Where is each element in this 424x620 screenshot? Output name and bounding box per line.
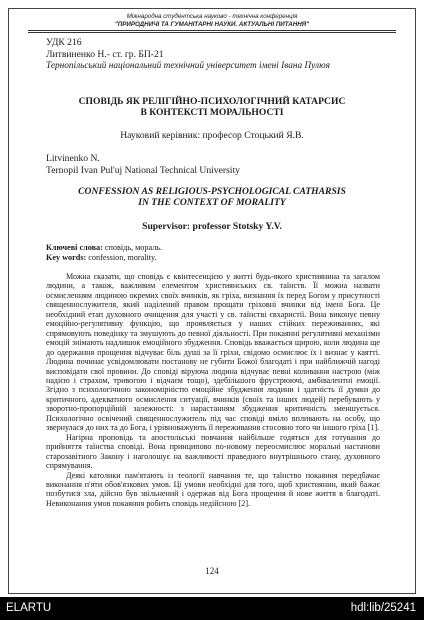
- paragraph-1: Можна сказати, що сповідь є квінтесенцією у житті будь-якого християнина та загалом людини, а також, важливим елементом християнських св. таїнств. Її можна назвати осмисленням людиною окремих своїх вчинків, як гріха, визнання їх перед Богом у присутності священнослужителя, який наділений правом прощати гріховні вчинки від імені Бога. Це необхідний етап духовного очищення для участі у св. таїнстві євхаристії. Вона виконує певну емоційно-регулятивну функцію, що проявляється у наших стійких переживаннях, які спрямовують поведінку та змушують до певної діяльності. При покаянні регулятивні механізми емоцій знімають надлишок емоційного збудження. Сповідь вважається щирою, коли людина ще до одержання прощення відчуває біль душі за її гріхи, свідомо осмислює їх і визнає у каятті. Людина починає усвідомлювати постанову не губити Божої благодаті і при найближчій нагоді висповідати свої провини. До сповіді віруюча людина відчуває певні коливання настрою (між надією і страхом, тривогою і відчаєм тощо), здебільшого фрустрюючі, амбівалентні емоції. Згідно з психологічною закономірністю емоційне збудження людини і здатність її думки до критичного, адекватного осмислення ситуації, вчинків (своїх та інших людей) перебувають у зворотно-пропорційній залежності: з нарастанням збудження критичність зменшується. Психологічно освічений священнослужитель під час сповіді вміло впливають на особу, що звернулася до них та до Бога, і урівноважують її переживання стосовно того чи іншого гріха [1].: [46, 272, 380, 433]
- title-en-line2: IN THE CONTEXT OF MORALITY: [138, 197, 286, 208]
- keywords-en: [46, 253, 157, 263]
- footer-repository-name[interactable]: ELARTU: [6, 602, 52, 614]
- keywords-ua: [46, 243, 162, 253]
- author-ua: Литвиненко Н.- ст. гр. БП-21: [46, 49, 164, 60]
- supervisor-en: Supervisor: professor Stotsky Y.V.: [142, 221, 282, 232]
- keywords-ua-text: сповідь, мораль.: [104, 243, 163, 252]
- paragraph-2: Нагірна проповідь та апостольські повчання найбільше годяться для готування до прийняття таїнства сповіді. Вона принципово по-новому переосмислює моральні настанови старозавітного Закону і наголошує на важливості праведного внутрішнього стану, духовного спрямування.: [46, 432, 380, 471]
- keywords-en-text: confession, morality.: [88, 253, 157, 262]
- article-body: [46, 272, 380, 508]
- keywords-ua-label: Ключеві слова:: [46, 243, 103, 252]
- author-en: Litvinenko N.: [46, 153, 100, 164]
- title-ua-line2: В КОНТЕКСТІ МОРАЛЬНОСТІ: [140, 107, 284, 118]
- supervisor-ua: Науковий керівник: професор Стоцький Я.В.: [120, 130, 304, 141]
- udc-code: УДК 216: [46, 37, 82, 48]
- repository-footer: [0, 597, 424, 620]
- keywords-en-label: Key words:: [46, 253, 87, 262]
- header-rule: [28, 30, 396, 31]
- conference-header-line1: Міжнародна студентська науково - технічна конференція: [126, 13, 298, 20]
- affiliation-en: Ternopil Ivan Pul'uj National Technical University: [46, 165, 240, 176]
- paragraph-3: Деякі католики пам'ятають із теології навчання те, що таїнство покаяння передбачає виконання п'яти обов'язкових умов. Ці умови необхідні для того, щоб християнин, який бажає позбутися зла, дійсно був звільнений і одержав від Бога прощення й нове життя в благодаті. Невиконання умов покаяння робить сповідь недійсною [2].: [46, 470, 380, 508]
- affiliation-ua: Тернопільський національний технічний університет імені Івана Пулюя: [46, 61, 330, 71]
- title-en-line1: CONFESSION AS RELIGIOUS-PSYCHOLOGICAL CATHARSIS: [78, 186, 346, 197]
- conference-header-line2: "ПРИРОДНИЧІ ТА ГУМАНІТАРНІ НАУКИ. АКТУАЛЬНІ ПИТАННЯ": [114, 20, 310, 28]
- header-rule-second: [28, 32, 396, 33]
- footer-handle-link[interactable]: hdl:lib/25241: [350, 602, 416, 614]
- title-ua-line1: СПОВІДЬ ЯК РЕЛІГІЙНО-ПСИХОЛОГІЧНИЙ КАТАРСИС: [78, 96, 346, 107]
- conference-header: [20, 13, 404, 28]
- page-number: 124: [205, 566, 219, 576]
